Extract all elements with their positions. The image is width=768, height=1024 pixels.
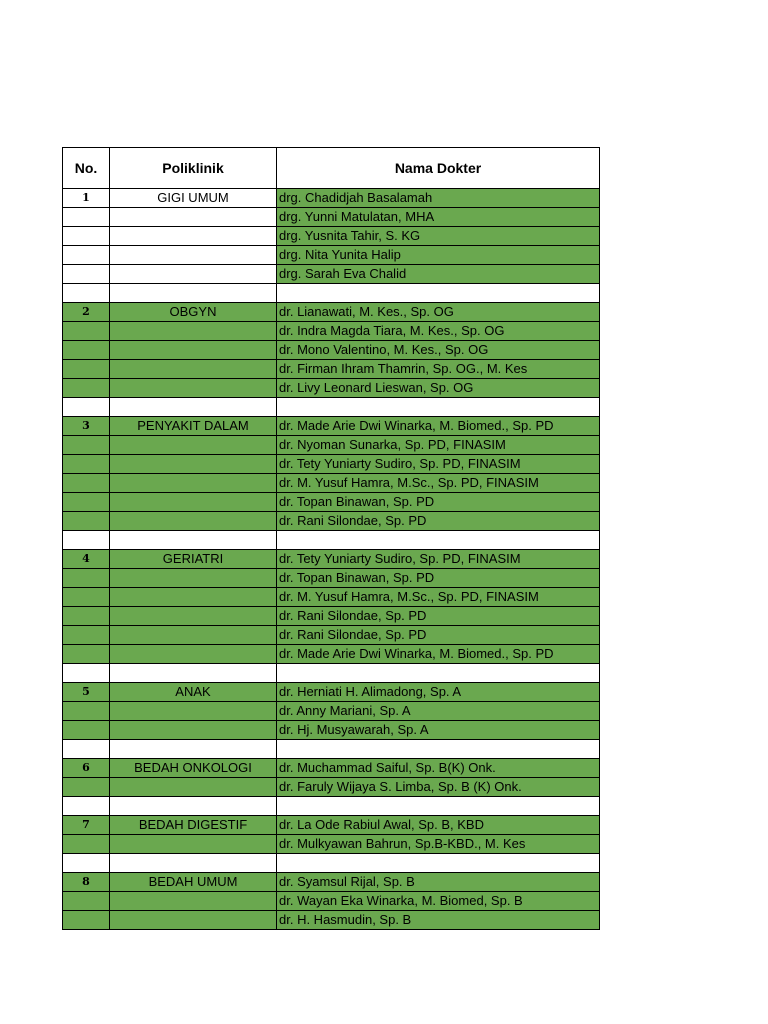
poliklinik-cell: BEDAH DIGESTIF (110, 816, 277, 835)
doctor-name: drg. Chadidjah Basalamah (277, 189, 600, 208)
doctor-name: dr. M. Yusuf Hamra, M.Sc., Sp. PD, FINASIM (277, 474, 600, 493)
row-number (63, 569, 110, 588)
doctor-name: dr. Syamsul Rijal, Sp. B (277, 873, 600, 892)
doctor-name: dr. M. Yusuf Hamra, M.Sc., Sp. PD, FINASIM (277, 588, 600, 607)
row-number: 8 (63, 873, 110, 892)
poliklinik-cell: ANAK (110, 683, 277, 702)
row-number (63, 892, 110, 911)
empty-cell (110, 797, 277, 816)
row-number (63, 645, 110, 664)
poliklinik-cell (110, 246, 277, 265)
poliklinik-cell (110, 474, 277, 493)
poliklinik-cell: BEDAH UMUM (110, 873, 277, 892)
table-row (63, 512, 600, 531)
doctor-name: dr. Lianawati, M. Kes., Sp. OG (277, 303, 600, 322)
doctor-name: dr. Muchammad Saiful, Sp. B(K) Onk. (277, 759, 600, 778)
doctor-name: dr. Topan Binawan, Sp. PD (277, 493, 600, 512)
doctor-table (62, 147, 600, 930)
table-row (63, 303, 600, 322)
header-nama-dokter: Nama Dokter (277, 148, 600, 189)
doctor-name: dr. Anny Mariani, Sp. A (277, 702, 600, 721)
doctor-name: dr. Firman Ihram Thamrin, Sp. OG., M. Kes (277, 360, 600, 379)
poliklinik-cell (110, 265, 277, 284)
table-row (63, 493, 600, 512)
poliklinik-cell (110, 778, 277, 797)
empty-cell (277, 664, 600, 683)
poliklinik-cell (110, 512, 277, 531)
poliklinik-cell (110, 645, 277, 664)
separator-row (63, 531, 600, 550)
table-row (63, 265, 600, 284)
header-no: No. (63, 148, 110, 189)
doctor-name: dr. Rani Silondae, Sp. PD (277, 607, 600, 626)
poliklinik-cell: BEDAH ONKOLOGI (110, 759, 277, 778)
table-row (63, 360, 600, 379)
empty-cell (63, 531, 110, 550)
row-number: 1 (63, 189, 110, 208)
empty-cell (63, 284, 110, 303)
separator-row (63, 284, 600, 303)
poliklinik-cell (110, 493, 277, 512)
doctor-name: dr. Made Arie Dwi Winarka, M. Biomed., Sp. PD (277, 417, 600, 436)
table-row (63, 645, 600, 664)
row-number: 7 (63, 816, 110, 835)
table-row (63, 455, 600, 474)
empty-cell (110, 740, 277, 759)
separator-row (63, 664, 600, 683)
table-row (63, 626, 600, 645)
doctor-name: dr. Wayan Eka Winarka, M. Biomed, Sp. B (277, 892, 600, 911)
row-number (63, 626, 110, 645)
poliklinik-cell: GIGI UMUM (110, 189, 277, 208)
row-number (63, 341, 110, 360)
empty-cell (277, 398, 600, 417)
empty-cell (63, 398, 110, 417)
poliklinik-cell (110, 436, 277, 455)
poliklinik-cell (110, 322, 277, 341)
table-row (63, 246, 600, 265)
empty-cell (277, 797, 600, 816)
empty-cell (63, 854, 110, 873)
row-number (63, 512, 110, 531)
poliklinik-cell: PENYAKIT DALAM (110, 417, 277, 436)
poliklinik-cell (110, 835, 277, 854)
doctor-name: dr. Made Arie Dwi Winarka, M. Biomed., Sp. PD (277, 645, 600, 664)
row-number (63, 835, 110, 854)
table-row (63, 474, 600, 493)
doctor-name: dr. Herniati H. Alimadong, Sp. A (277, 683, 600, 702)
table-row (63, 835, 600, 854)
row-number (63, 911, 110, 930)
row-number (63, 246, 110, 265)
doctor-name: dr. Mono Valentino, M. Kes., Sp. OG (277, 341, 600, 360)
row-number (63, 721, 110, 740)
row-number (63, 474, 110, 493)
header-poliklinik: Poliklinik (110, 148, 277, 189)
row-number (63, 455, 110, 474)
row-number (63, 702, 110, 721)
table-row (63, 683, 600, 702)
table-body (63, 189, 600, 930)
doctor-name: drg. Nita Yunita Halip (277, 246, 600, 265)
row-number: 3 (63, 417, 110, 436)
row-number: 2 (63, 303, 110, 322)
row-number (63, 227, 110, 246)
separator-row (63, 740, 600, 759)
separator-row (63, 797, 600, 816)
poliklinik-cell: GERIATRI (110, 550, 277, 569)
table-row (63, 341, 600, 360)
doctor-name: dr. Livy Leonard Lieswan, Sp. OG (277, 379, 600, 398)
table-row (63, 322, 600, 341)
empty-cell (110, 531, 277, 550)
row-number (63, 379, 110, 398)
row-number: 6 (63, 759, 110, 778)
poliklinik-cell (110, 588, 277, 607)
poliklinik-cell (110, 360, 277, 379)
empty-cell (63, 664, 110, 683)
empty-cell (277, 531, 600, 550)
doctor-name: drg. Yusnita Tahir, S. KG (277, 227, 600, 246)
poliklinik-cell (110, 607, 277, 626)
empty-cell (110, 854, 277, 873)
doctor-name: dr. Nyoman Sunarka, Sp. PD, FINASIM (277, 436, 600, 455)
table-row (63, 569, 600, 588)
empty-cell (110, 398, 277, 417)
row-number (63, 322, 110, 341)
empty-cell (110, 284, 277, 303)
row-number (63, 360, 110, 379)
doctor-name: dr. Mulkyawan Bahrun, Sp.B-KBD., M. Kes (277, 835, 600, 854)
table-row (63, 208, 600, 227)
poliklinik-cell (110, 892, 277, 911)
row-number: 5 (63, 683, 110, 702)
poliklinik-cell (110, 455, 277, 474)
table-row (63, 702, 600, 721)
table-row (63, 873, 600, 892)
empty-cell (63, 797, 110, 816)
empty-cell (277, 284, 600, 303)
doctor-name: dr. Tety Yuniarty Sudiro, Sp. PD, FINASIM (277, 550, 600, 569)
separator-row (63, 854, 600, 873)
doctor-name: dr. Hj. Musyawarah, Sp. A (277, 721, 600, 740)
empty-cell (110, 664, 277, 683)
header-row (63, 148, 600, 189)
table-row (63, 816, 600, 835)
table-row (63, 227, 600, 246)
table-row (63, 892, 600, 911)
table-row (63, 778, 600, 797)
table-row (63, 189, 600, 208)
poliklinik-cell (110, 341, 277, 360)
row-number (63, 436, 110, 455)
row-number (63, 607, 110, 626)
table-row (63, 911, 600, 930)
row-number (63, 265, 110, 284)
doctor-name: dr. Topan Binawan, Sp. PD (277, 569, 600, 588)
empty-cell (277, 740, 600, 759)
table-row (63, 417, 600, 436)
table-row (63, 550, 600, 569)
table-row (63, 436, 600, 455)
table-row (63, 607, 600, 626)
doctor-name: dr. La Ode Rabiul Awal, Sp. B, KBD (277, 816, 600, 835)
poliklinik-cell: OBGYN (110, 303, 277, 322)
row-number: 4 (63, 550, 110, 569)
separator-row (63, 398, 600, 417)
row-number (63, 493, 110, 512)
row-number (63, 778, 110, 797)
empty-cell (63, 740, 110, 759)
row-number (63, 588, 110, 607)
poliklinik-cell (110, 569, 277, 588)
poliklinik-cell (110, 227, 277, 246)
empty-cell (277, 854, 600, 873)
table-row (63, 588, 600, 607)
doctor-name: dr. Indra Magda Tiara, M. Kes., Sp. OG (277, 322, 600, 341)
doctor-name: dr. Faruly Wijaya S. Limba, Sp. B (K) Onk. (277, 778, 600, 797)
poliklinik-cell (110, 379, 277, 398)
poliklinik-cell (110, 626, 277, 645)
doctor-name: dr. H. Hasmudin, Sp. B (277, 911, 600, 930)
doctor-name: dr. Tety Yuniarty Sudiro, Sp. PD, FINASIM (277, 455, 600, 474)
doctor-name: dr. Rani Silondae, Sp. PD (277, 512, 600, 531)
poliklinik-cell (110, 721, 277, 740)
doctor-name: dr. Rani Silondae, Sp. PD (277, 626, 600, 645)
doctor-name: drg. Yunni Matulatan, MHA (277, 208, 600, 227)
row-number (63, 208, 110, 227)
poliklinik-cell (110, 702, 277, 721)
table-row (63, 759, 600, 778)
poliklinik-cell (110, 208, 277, 227)
table-row (63, 379, 600, 398)
poliklinik-cell (110, 911, 277, 930)
doctor-name: drg. Sarah Eva Chalid (277, 265, 600, 284)
table-row (63, 721, 600, 740)
